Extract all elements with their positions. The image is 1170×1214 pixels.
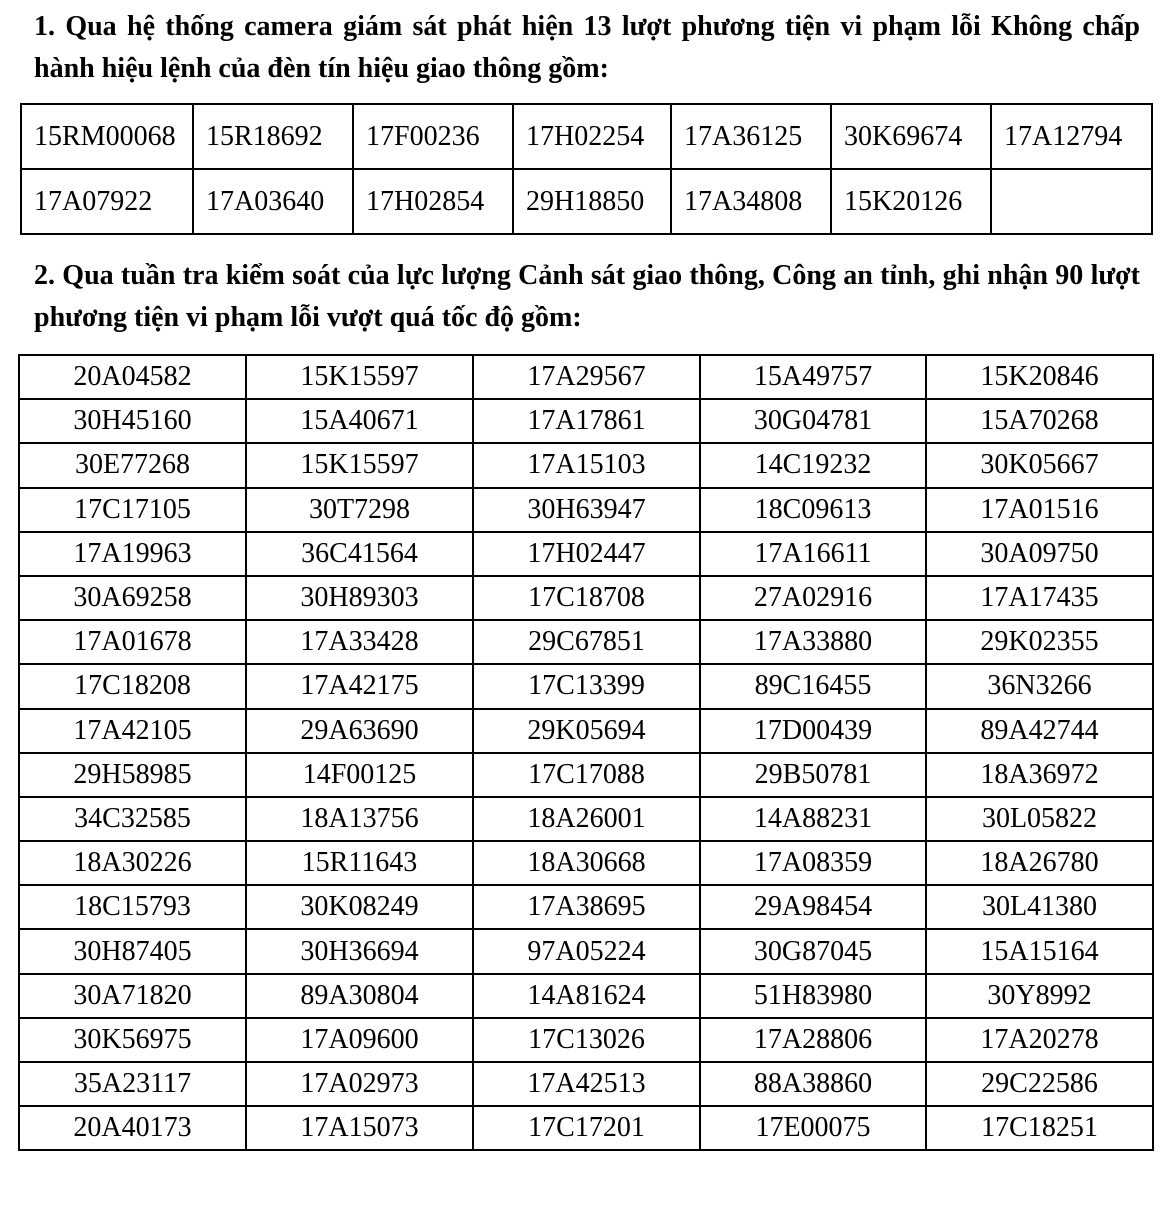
table-row — [21, 104, 1152, 169]
table-row — [21, 169, 1152, 234]
table-row — [19, 885, 1153, 929]
license-plate-cell: 15R18692 — [193, 104, 353, 169]
license-plate-cell: 34C32585 — [19, 797, 246, 841]
red-light-violations-table — [20, 103, 1153, 235]
license-plate-cell: 30H87405 — [19, 929, 246, 973]
license-plate-cell: 15A49757 — [700, 355, 926, 399]
license-plate-cell: 29K05694 — [473, 709, 700, 753]
empty-cell — [991, 169, 1152, 234]
license-plate-cell: 36N3266 — [926, 664, 1153, 708]
license-plate-cell: 18A36972 — [926, 753, 1153, 797]
license-plate-cell: 20A04582 — [19, 355, 246, 399]
license-plate-cell: 30K08249 — [246, 885, 473, 929]
license-plate-cell: 89A42744 — [926, 709, 1153, 753]
license-plate-cell: 18A13756 — [246, 797, 473, 841]
license-plate-cell: 30K69674 — [831, 104, 991, 169]
license-plate-cell: 15K20126 — [831, 169, 991, 234]
license-plate-cell: 14A88231 — [700, 797, 926, 841]
license-plate-cell: 17A17861 — [473, 399, 700, 443]
license-plate-cell: 14A81624 — [473, 974, 700, 1018]
license-plate-cell: 29C22586 — [926, 1062, 1153, 1106]
table-row — [19, 1062, 1153, 1106]
license-plate-cell: 17A17435 — [926, 576, 1153, 620]
license-plate-cell: 15R11643 — [246, 841, 473, 885]
license-plate-cell: 18A30668 — [473, 841, 700, 885]
license-plate-cell: 30Y8992 — [926, 974, 1153, 1018]
table-row — [19, 1018, 1153, 1062]
table-row — [19, 709, 1153, 753]
license-plate-cell: 20A40173 — [19, 1106, 246, 1150]
license-plate-cell: 30L05822 — [926, 797, 1153, 841]
table-row — [19, 620, 1153, 664]
license-plate-cell: 15K15597 — [246, 443, 473, 487]
license-plate-cell: 17H02254 — [513, 104, 671, 169]
table-row — [19, 929, 1153, 973]
license-plate-cell: 17A15103 — [473, 443, 700, 487]
table-row — [19, 355, 1153, 399]
license-plate-cell: 17A28806 — [700, 1018, 926, 1062]
license-plate-cell: 29H18850 — [513, 169, 671, 234]
table-row — [19, 664, 1153, 708]
license-plate-cell: 30K56975 — [19, 1018, 246, 1062]
section-1-heading: 1. Qua hệ thống camera giám sát phát hiện 13 lượt phương tiện vi phạm lỗi Không chấp hành hiệu lệnh của đèn tín hiệu giao thông gồm: — [34, 11, 1140, 84]
license-plate-cell: 35A23117 — [19, 1062, 246, 1106]
license-plate-cell: 89C16455 — [700, 664, 926, 708]
license-plate-cell: 30K05667 — [926, 443, 1153, 487]
license-plate-cell: 17A19963 — [19, 532, 246, 576]
license-plate-cell: 17A07922 — [21, 169, 193, 234]
license-plate-cell: 17A33428 — [246, 620, 473, 664]
speeding-violations-table — [18, 354, 1154, 1151]
license-plate-cell: 14C19232 — [700, 443, 926, 487]
license-plate-cell: 17C17088 — [473, 753, 700, 797]
license-plate-cell: 15K20846 — [926, 355, 1153, 399]
table-row — [19, 399, 1153, 443]
license-plate-cell: 51H83980 — [700, 974, 926, 1018]
license-plate-cell: 17H02447 — [473, 532, 700, 576]
license-plate-cell: 17A20278 — [926, 1018, 1153, 1062]
license-plate-cell: 36C41564 — [246, 532, 473, 576]
license-plate-cell: 17C13026 — [473, 1018, 700, 1062]
license-plate-cell: 17A12794 — [991, 104, 1152, 169]
license-plate-cell: 15A15164 — [926, 929, 1153, 973]
license-plate-cell: 18C09613 — [700, 488, 926, 532]
license-plate-cell: 97A05224 — [473, 929, 700, 973]
license-plate-cell: 30T7298 — [246, 488, 473, 532]
license-plate-cell: 29K02355 — [926, 620, 1153, 664]
table-row — [19, 576, 1153, 620]
table-row — [19, 1106, 1153, 1150]
license-plate-cell: 15K15597 — [246, 355, 473, 399]
license-plate-cell: 88A38860 — [700, 1062, 926, 1106]
license-plate-cell: 30H89303 — [246, 576, 473, 620]
table-row — [19, 797, 1153, 841]
license-plate-cell: 17D00439 — [700, 709, 926, 753]
license-plate-cell: 30L41380 — [926, 885, 1153, 929]
license-plate-cell: 29C67851 — [473, 620, 700, 664]
table-row — [19, 753, 1153, 797]
license-plate-cell: 17E00075 — [700, 1106, 926, 1150]
license-plate-cell: 17A02973 — [246, 1062, 473, 1106]
license-plate-cell: 18A26001 — [473, 797, 700, 841]
license-plate-cell: 30A71820 — [19, 974, 246, 1018]
license-plate-cell: 17H02854 — [353, 169, 513, 234]
license-plate-cell: 30G87045 — [700, 929, 926, 973]
license-plate-cell: 17A34808 — [671, 169, 831, 234]
license-plate-cell: 18A30226 — [19, 841, 246, 885]
license-plate-cell: 14F00125 — [246, 753, 473, 797]
table-row — [19, 443, 1153, 487]
license-plate-cell: 17C18251 — [926, 1106, 1153, 1150]
license-plate-cell: 30H45160 — [19, 399, 246, 443]
license-plate-cell: 17A01516 — [926, 488, 1153, 532]
section-2-heading: 2. Qua tuần tra kiểm soát của lực lượng Cảnh sát giao thông, Công an tỉnh, ghi nhận 90 lượt phương tiện vi phạm lỗi vượt quá tốc độ gồm: — [34, 260, 1140, 333]
license-plate-cell: 17A09600 — [246, 1018, 473, 1062]
license-plate-cell: 30A69258 — [19, 576, 246, 620]
license-plate-cell: 30H36694 — [246, 929, 473, 973]
license-plate-cell: 18C15793 — [19, 885, 246, 929]
license-plate-cell: 29A63690 — [246, 709, 473, 753]
license-plate-cell: 17A33880 — [700, 620, 926, 664]
license-plate-cell: 18A26780 — [926, 841, 1153, 885]
license-plate-cell: 30A09750 — [926, 532, 1153, 576]
table-row — [19, 974, 1153, 1018]
license-plate-cell: 15A40671 — [246, 399, 473, 443]
license-plate-cell: 29H58985 — [19, 753, 246, 797]
license-plate-cell: 30E77268 — [19, 443, 246, 487]
table-row — [19, 488, 1153, 532]
license-plate-cell: 17A38695 — [473, 885, 700, 929]
license-plate-cell: 17A01678 — [19, 620, 246, 664]
license-plate-cell: 17C17105 — [19, 488, 246, 532]
license-plate-cell: 17C13399 — [473, 664, 700, 708]
table-row — [19, 841, 1153, 885]
license-plate-cell: 30H63947 — [473, 488, 700, 532]
license-plate-cell: 17A36125 — [671, 104, 831, 169]
license-plate-cell: 29B50781 — [700, 753, 926, 797]
license-plate-cell: 15RM00068 — [21, 104, 193, 169]
license-plate-cell: 29A98454 — [700, 885, 926, 929]
license-plate-cell: 17A16611 — [700, 532, 926, 576]
license-plate-cell: 17C18208 — [19, 664, 246, 708]
license-plate-cell: 30G04781 — [700, 399, 926, 443]
license-plate-cell: 89A30804 — [246, 974, 473, 1018]
license-plate-cell: 17A42513 — [473, 1062, 700, 1106]
license-plate-cell: 17F00236 — [353, 104, 513, 169]
license-plate-cell: 17C18708 — [473, 576, 700, 620]
license-plate-cell: 17A03640 — [193, 169, 353, 234]
license-plate-cell: 17A42105 — [19, 709, 246, 753]
license-plate-cell: 17C17201 — [473, 1106, 700, 1150]
license-plate-cell: 17A15073 — [246, 1106, 473, 1150]
license-plate-cell: 27A02916 — [700, 576, 926, 620]
table-row — [19, 532, 1153, 576]
license-plate-cell: 15A70268 — [926, 399, 1153, 443]
license-plate-cell: 17A08359 — [700, 841, 926, 885]
license-plate-cell: 17A42175 — [246, 664, 473, 708]
license-plate-cell: 17A29567 — [473, 355, 700, 399]
